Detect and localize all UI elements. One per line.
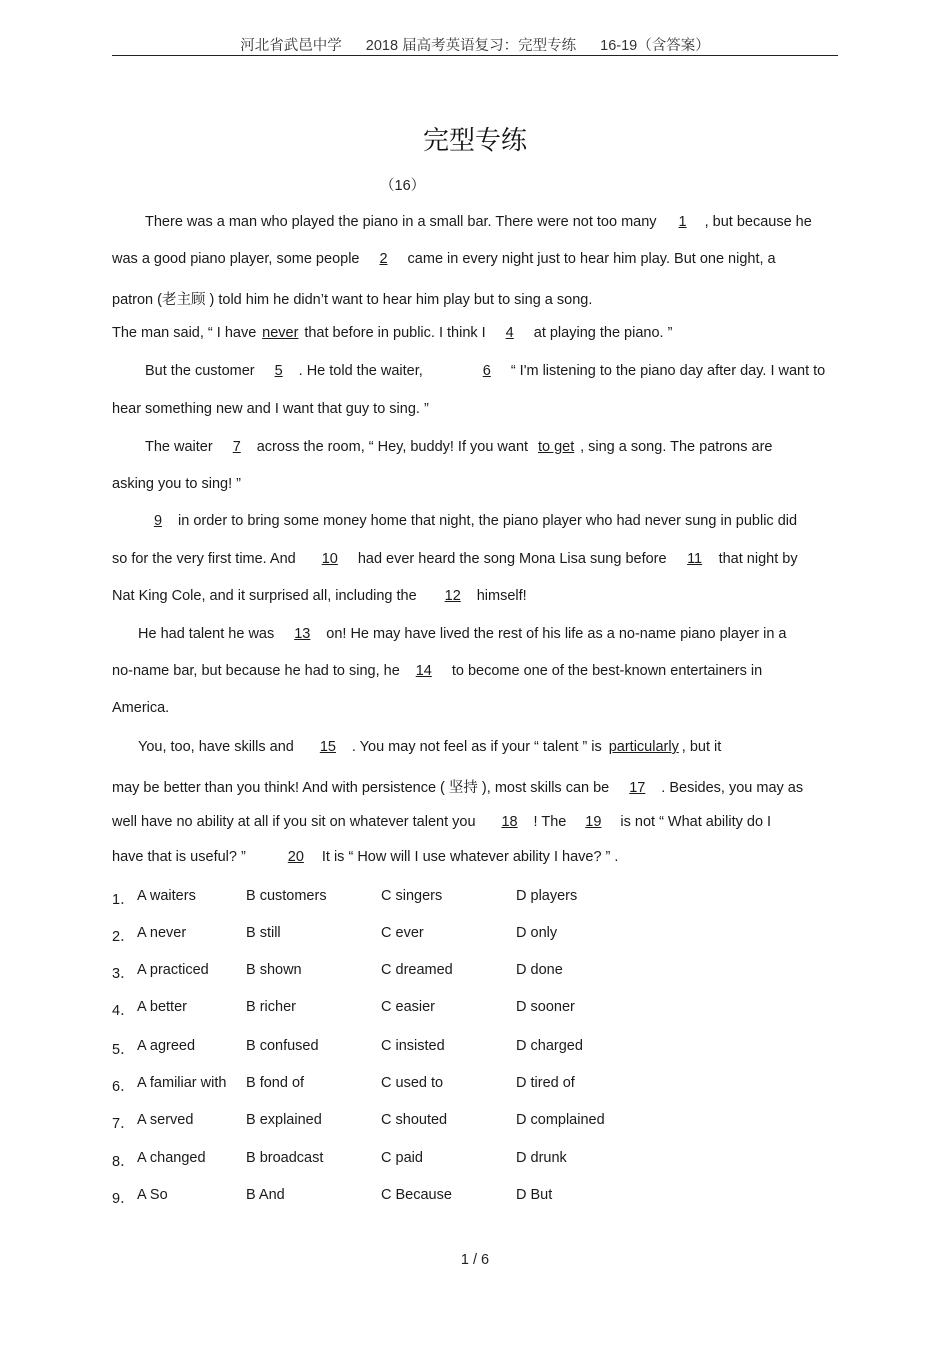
passage-line: America. xyxy=(112,700,170,716)
page-number: 1 / 6 xyxy=(460,1252,490,1268)
passage-line: The waiter 7 across the room, “ Hey, buddy! If you want to get , sing a song. The patrons are xyxy=(145,439,773,455)
blank-7: 7 xyxy=(232,439,241,455)
passage-line: 9 in order to bring some money home that night, the piano player who had never sung in public did xyxy=(138,513,797,529)
blank-10: 10 xyxy=(321,551,338,567)
passage-line: so for the very first time. And 10 had ever heard the song Mona Lisa sung before 11 that night by xyxy=(112,551,798,567)
passage-line: may be better than you think! And with persistence ( 坚持 ), most skills can be 17 . Besides, you may as xyxy=(112,780,804,796)
blank-6: 6 xyxy=(482,363,491,379)
passage-line: You, too, have skills and 15 . You may not feel as if your “ talent ” is particularly , but it xyxy=(138,739,722,755)
page-title: 完型专练 xyxy=(422,126,527,156)
blank-5: 5 xyxy=(274,363,283,379)
blank-18: 18 xyxy=(501,814,518,830)
blank-19: 19 xyxy=(585,814,602,830)
passage-line: There was a man who played the piano in a small bar. There were not too many 1 , but because he xyxy=(145,214,812,230)
blank-1: 1 xyxy=(678,214,687,230)
passage-line: Nat King Cole, and it surprised all, including the 12 himself! xyxy=(112,588,527,604)
blank-3: never xyxy=(262,325,299,341)
blank-20: 20 xyxy=(287,849,304,865)
blank-13: 13 xyxy=(294,626,311,642)
blank-15: 15 xyxy=(319,739,336,755)
blank-2: 2 xyxy=(379,251,388,267)
passage-line: The man said, “ I have never that before in public. I think I 4 at playing the piano. ” xyxy=(112,325,673,341)
passage-line: asking you to sing! ” xyxy=(112,476,241,492)
header-school: 河北省武邑中学 xyxy=(240,38,342,54)
header-range: 16-19（含答案） xyxy=(600,38,710,54)
passage-line: He had talent he was 13 on! He may have lived the rest of his life as a no-name piano player in a xyxy=(138,626,787,642)
passage-line: patron (老主顾 ) told him he didn’t want to hear him play but to sing a song. xyxy=(112,292,593,308)
blank-12: 12 xyxy=(444,588,461,604)
blank-14: 14 xyxy=(415,663,432,679)
passage-line: no-name bar, but because he had to sing, he 14 to become one of the best-known entertainers in xyxy=(112,663,763,679)
passage-line: have that is useful? ” 20 It is “ How will I use whatever ability I have? ” . xyxy=(112,849,619,865)
passage-line: well have no ability at all if you sit on whatever talent you 18 ! The 19 is not “ What ability do I xyxy=(112,814,772,830)
blank-9: 9 xyxy=(153,513,163,529)
blank-8: to get xyxy=(537,439,575,455)
blank-16: particularly xyxy=(608,739,679,755)
blank-11: 11 xyxy=(687,551,703,567)
header-course: 2018 届高考英语复习：完型专练 xyxy=(365,38,577,54)
page-header xyxy=(112,34,838,55)
passage-line: hear something new and I want that guy to sing. ” xyxy=(112,401,429,417)
blank-4: 4 xyxy=(505,325,514,341)
section-number: （16） xyxy=(380,178,426,194)
header-divider xyxy=(112,55,838,56)
passage-line: was a good piano player, some people 2 came in every night just to hear him play. But one night, a xyxy=(112,251,776,267)
blank-17: 17 xyxy=(629,780,646,796)
passage-line: But the customer 5 . He told the waiter, 6 “ I'm listening to the piano day after day. I want to xyxy=(145,363,826,379)
